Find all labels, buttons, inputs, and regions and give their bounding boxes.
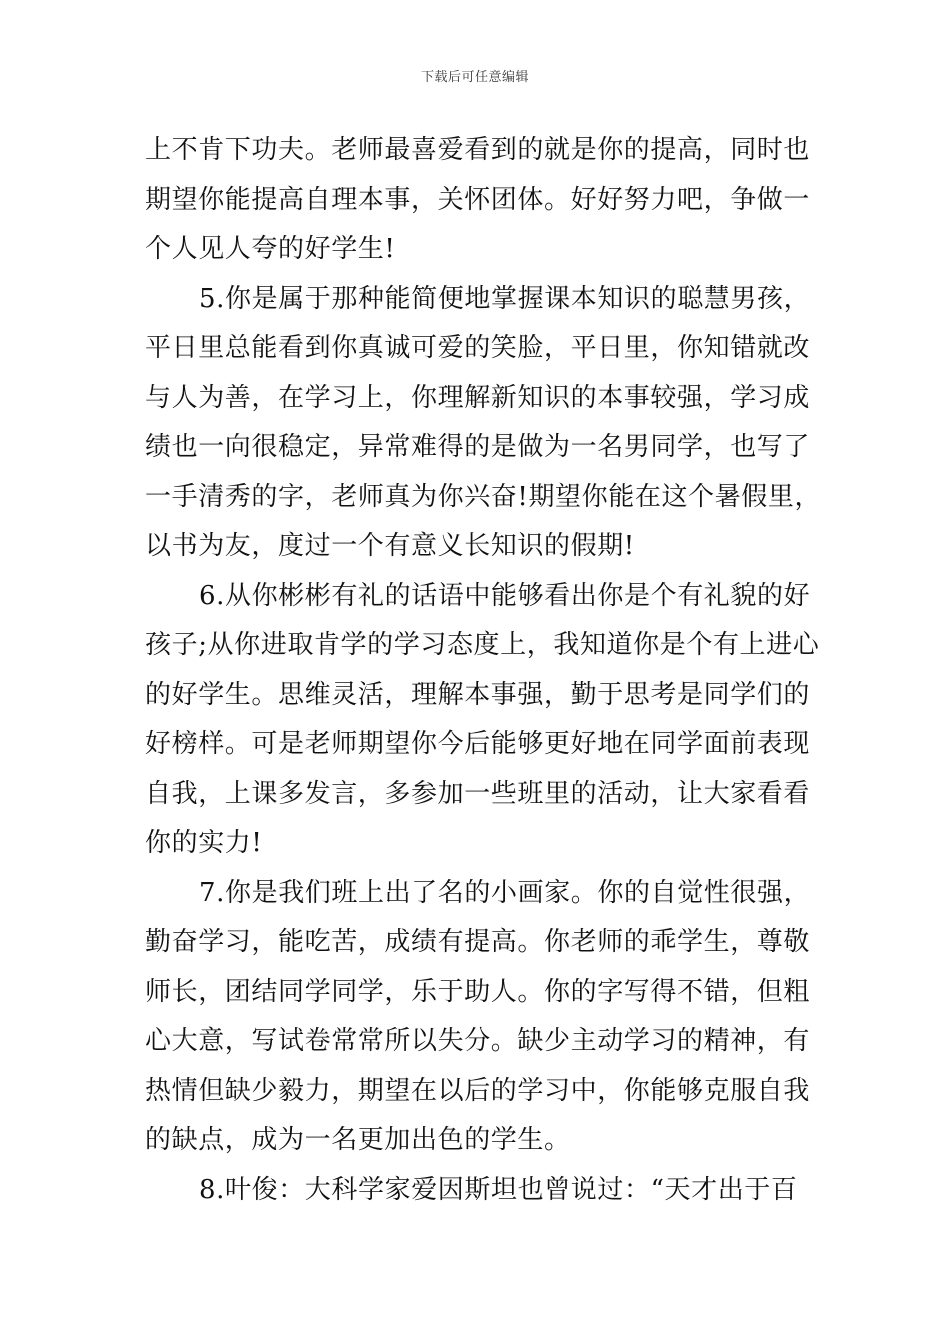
text-line: 孩子;从你进取肯学的学习态度上，我知道你是个有上进心 [145, 630, 820, 660]
text-line: 平日里总能看到你真诚可爱的笑脸，平日里，你知错就改 [145, 333, 811, 363]
text-line: 与人为善，在学习上，你理解新知识的本事较强，学习成 [145, 382, 811, 413]
page-header: 下载后可任意编辑 [420, 70, 529, 85]
text-line: 好榜样。可是老师期望你今后能够更好地在同学面前表现 [145, 729, 811, 759]
text-line: 上不肯下功夫。老师最喜爱看到的就是你的提高，同时也 [145, 135, 811, 165]
text-line: 师长，团结同学同学，乐于助人。你的字写得不错，但粗 [145, 976, 811, 1007]
document-body [145, 126, 822, 1215]
text-line: 你的实力! [145, 828, 263, 858]
text-line: 心大意，写试卷常常所以失分。缺少主动学习的精神，有 [145, 1026, 811, 1056]
text-line: 热情但缺少毅力，期望在以后的学习中，你能够克服自我 [145, 1075, 811, 1106]
text-line: 的好学生。思维灵活，理解本事强，勤于思考是同学们的 [145, 679, 811, 710]
paragraph-comment-6 [145, 572, 820, 869]
text-line: 5.你是属于那种能简便地掌握课本知识的聪慧男孩， [199, 283, 811, 314]
text-line: 绩也一向很稳定，异常难得的是做为一名男同学，也写了 [145, 432, 811, 462]
text-line: 个人见人夸的好学生! [145, 234, 396, 264]
paragraph-continued [145, 126, 813, 275]
text-line: 一手清秀的字，老师真为你兴奋!期望你能在这个暑假里， [145, 481, 822, 512]
text-line: 期望你能提高自理本事，关怀团体。好好努力吧，争做一 [145, 184, 811, 215]
paragraph-comment-7 [145, 869, 813, 1166]
paragraph-comment-8 [145, 1166, 813, 1216]
text-line: 8.叶俊：大科学家爱因斯坦也曾说过：“天才出于百 [199, 1174, 798, 1205]
text-line: 勤奋学习，能吃苦，成绩有提高。你老师的乖学生，尊敬 [145, 927, 811, 957]
paragraph-comment-5 [145, 275, 822, 572]
text-line: 以书为友，度过一个有意义长知识的假期! [145, 531, 635, 561]
text-line: 自我，上课多发言，多参加一些班里的活动，让大家看看 [145, 778, 811, 809]
text-line: 6.从你彬彬有礼的话语中能够看出你是个有礼貌的好 [199, 580, 811, 611]
text-line: 7.你是我们班上出了名的小画家。你的自觉性很强， [199, 877, 811, 908]
text-line: 的缺点，成为一名更加出色的学生。 [145, 1125, 571, 1155]
